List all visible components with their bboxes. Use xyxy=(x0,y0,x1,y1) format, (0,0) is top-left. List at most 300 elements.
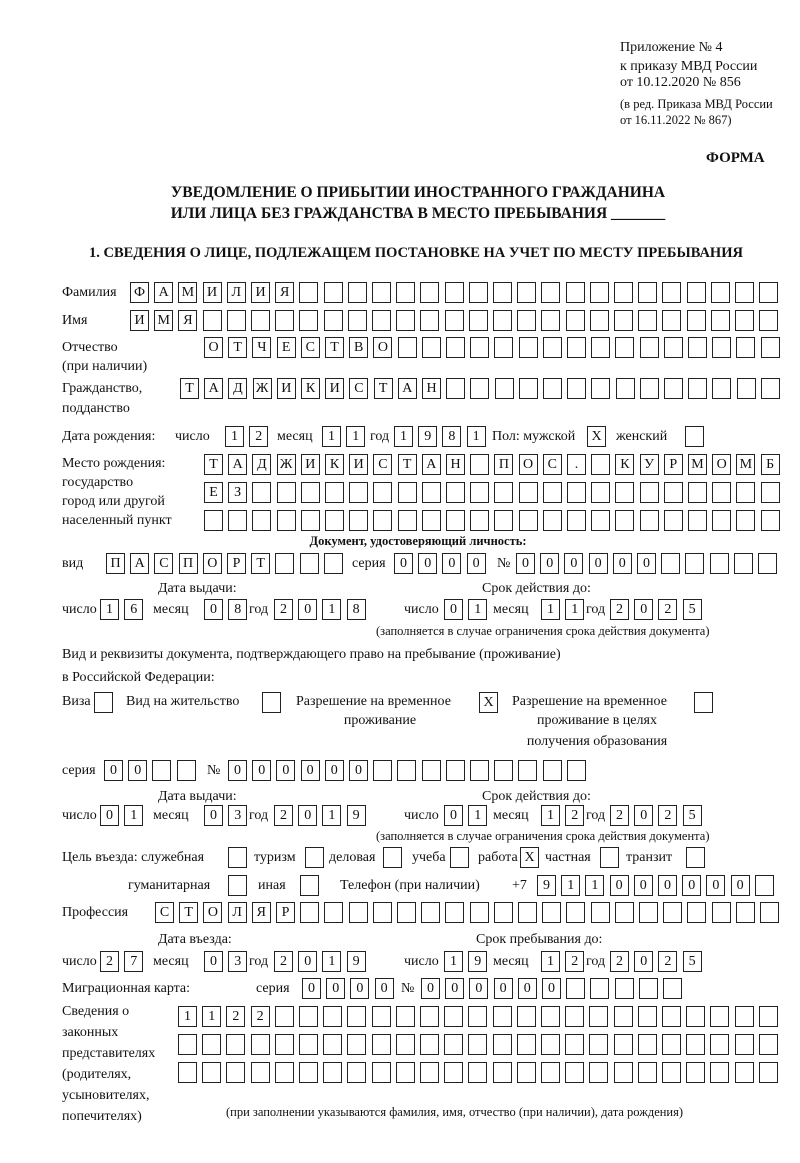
char-box[interactable] xyxy=(421,902,440,923)
char-box[interactable] xyxy=(710,1034,729,1055)
char-box[interactable]: И xyxy=(277,378,296,399)
char-box[interactable] xyxy=(712,510,731,531)
char-box[interactable] xyxy=(541,310,560,331)
char-box[interactable]: Ч xyxy=(252,337,271,358)
char-box[interactable] xyxy=(372,1034,391,1055)
char-box[interactable]: 2 xyxy=(565,805,584,826)
char-box[interactable] xyxy=(565,1034,584,1055)
char-box[interactable]: 2 xyxy=(565,951,584,972)
char-box[interactable]: С xyxy=(543,454,562,475)
char-box[interactable] xyxy=(614,1034,633,1055)
char-box[interactable] xyxy=(761,482,780,503)
char-box[interactable] xyxy=(227,310,246,331)
char-box[interactable]: 9 xyxy=(468,951,487,972)
char-box[interactable] xyxy=(736,510,755,531)
char-box[interactable] xyxy=(710,553,729,574)
char-box[interactable]: С xyxy=(373,454,392,475)
char-box[interactable]: Я xyxy=(178,310,197,331)
char-box[interactable] xyxy=(543,337,562,358)
char-box[interactable] xyxy=(567,760,586,781)
char-box[interactable] xyxy=(640,337,659,358)
char-box[interactable] xyxy=(687,902,706,923)
char-box[interactable] xyxy=(494,902,513,923)
char-box[interactable] xyxy=(251,1034,270,1055)
char-box[interactable] xyxy=(228,510,247,531)
char-box[interactable] xyxy=(686,1006,705,1027)
char-box[interactable]: С xyxy=(155,902,174,923)
char-box[interactable]: 5 xyxy=(683,951,702,972)
char-box[interactable]: 1 xyxy=(394,426,413,447)
char-box[interactable] xyxy=(638,1034,657,1055)
char-box[interactable] xyxy=(662,1034,681,1055)
char-box[interactable] xyxy=(275,1034,294,1055)
char-box[interactable] xyxy=(566,902,585,923)
char-box[interactable]: 0 xyxy=(516,553,535,574)
char-box[interactable] xyxy=(761,378,780,399)
char-box[interactable]: М xyxy=(154,310,173,331)
char-box[interactable] xyxy=(422,337,441,358)
char-box[interactable]: 2 xyxy=(658,951,677,972)
char-box[interactable] xyxy=(396,282,415,303)
char-box[interactable]: М xyxy=(688,454,707,475)
char-box[interactable]: А xyxy=(130,553,149,574)
char-box[interactable] xyxy=(566,978,585,999)
char-box[interactable] xyxy=(324,902,343,923)
char-box[interactable] xyxy=(275,1062,294,1083)
char-box[interactable] xyxy=(615,337,634,358)
char-box[interactable] xyxy=(325,510,344,531)
char-box[interactable] xyxy=(202,1062,221,1083)
char-box[interactable]: Б xyxy=(761,454,780,475)
char-box[interactable]: О xyxy=(203,902,222,923)
char-box[interactable] xyxy=(567,510,586,531)
char-box[interactable]: Т xyxy=(179,902,198,923)
char-box[interactable]: И xyxy=(203,282,222,303)
char-box[interactable] xyxy=(760,902,779,923)
char-box[interactable] xyxy=(518,902,537,923)
char-box[interactable] xyxy=(542,902,561,923)
char-box[interactable] xyxy=(614,1006,633,1027)
char-box[interactable]: 1 xyxy=(322,599,341,620)
char-box[interactable] xyxy=(347,1034,366,1055)
char-box[interactable] xyxy=(347,1062,366,1083)
char-box[interactable] xyxy=(541,1034,560,1055)
char-box[interactable] xyxy=(711,282,730,303)
char-box[interactable] xyxy=(420,310,439,331)
char-box[interactable]: И xyxy=(251,282,270,303)
char-box[interactable]: 0 xyxy=(394,553,413,574)
char-box[interactable] xyxy=(662,1006,681,1027)
char-box[interactable] xyxy=(591,902,610,923)
char-box[interactable]: 0 xyxy=(375,978,394,999)
char-box[interactable] xyxy=(470,378,489,399)
char-box[interactable]: 9 xyxy=(537,875,556,896)
char-box[interactable] xyxy=(202,1034,221,1055)
char-box[interactable]: О xyxy=(519,454,538,475)
char-box[interactable] xyxy=(759,310,778,331)
char-box[interactable] xyxy=(396,1034,415,1055)
char-box[interactable] xyxy=(470,454,489,475)
char-box[interactable] xyxy=(590,978,609,999)
char-box[interactable] xyxy=(663,978,682,999)
char-box[interactable]: С xyxy=(349,378,368,399)
char-box[interactable]: Т xyxy=(251,553,270,574)
char-box[interactable]: 9 xyxy=(347,805,366,826)
char-box[interactable] xyxy=(446,760,465,781)
char-box[interactable] xyxy=(615,978,634,999)
char-box[interactable] xyxy=(372,1006,391,1027)
char-box[interactable]: Н xyxy=(422,378,441,399)
char-box[interactable] xyxy=(710,1062,729,1083)
char-box[interactable] xyxy=(152,760,171,781)
char-box[interactable] xyxy=(761,510,780,531)
char-box[interactable]: М xyxy=(178,282,197,303)
char-box[interactable] xyxy=(397,760,416,781)
char-box[interactable]: 0 xyxy=(610,875,629,896)
char-box[interactable]: М xyxy=(736,454,755,475)
char-box[interactable]: 0 xyxy=(634,875,653,896)
char-box[interactable]: 1 xyxy=(202,1006,221,1027)
char-box[interactable] xyxy=(373,760,392,781)
char-box[interactable] xyxy=(517,1062,536,1083)
char-box[interactable] xyxy=(615,510,634,531)
char-box[interactable]: К xyxy=(301,378,320,399)
char-box[interactable] xyxy=(469,282,488,303)
char-box[interactable] xyxy=(735,1034,754,1055)
char-box[interactable] xyxy=(277,482,296,503)
char-box[interactable] xyxy=(640,510,659,531)
char-box[interactable] xyxy=(228,875,247,896)
char-box[interactable] xyxy=(614,282,633,303)
char-box[interactable] xyxy=(445,902,464,923)
char-box[interactable] xyxy=(663,902,682,923)
char-box[interactable]: . xyxy=(567,454,586,475)
char-box[interactable]: 1 xyxy=(541,599,560,620)
char-box[interactable]: X xyxy=(479,692,498,713)
char-box[interactable]: И xyxy=(325,378,344,399)
char-box[interactable] xyxy=(323,1034,342,1055)
char-box[interactable]: Р xyxy=(276,902,295,923)
char-box[interactable] xyxy=(495,378,514,399)
char-box[interactable]: 0 xyxy=(104,760,123,781)
char-box[interactable]: Е xyxy=(277,337,296,358)
char-box[interactable] xyxy=(567,337,586,358)
char-box[interactable] xyxy=(323,1006,342,1027)
char-box[interactable]: 0 xyxy=(298,805,317,826)
char-box[interactable] xyxy=(759,282,778,303)
char-box[interactable] xyxy=(494,760,513,781)
char-box[interactable] xyxy=(567,378,586,399)
char-box[interactable] xyxy=(300,902,319,923)
char-box[interactable] xyxy=(262,692,281,713)
char-box[interactable] xyxy=(640,482,659,503)
char-box[interactable] xyxy=(639,978,658,999)
char-box[interactable]: П xyxy=(106,553,125,574)
char-box[interactable] xyxy=(493,310,512,331)
char-box[interactable]: А xyxy=(422,454,441,475)
char-box[interactable]: Ф xyxy=(130,282,149,303)
char-box[interactable] xyxy=(686,847,705,868)
char-box[interactable] xyxy=(591,337,610,358)
char-box[interactable] xyxy=(493,1006,512,1027)
char-box[interactable]: 8 xyxy=(442,426,461,447)
char-box[interactable] xyxy=(615,482,634,503)
char-box[interactable] xyxy=(301,510,320,531)
char-box[interactable] xyxy=(347,1006,366,1027)
char-box[interactable] xyxy=(519,337,538,358)
char-box[interactable] xyxy=(493,1062,512,1083)
char-box[interactable] xyxy=(694,692,713,713)
char-box[interactable]: 0 xyxy=(301,760,320,781)
char-box[interactable]: Т xyxy=(374,378,393,399)
char-box[interactable] xyxy=(735,1062,754,1083)
char-box[interactable]: 0 xyxy=(589,553,608,574)
char-box[interactable] xyxy=(396,310,415,331)
char-box[interactable] xyxy=(755,875,774,896)
char-box[interactable] xyxy=(470,482,489,503)
char-box[interactable] xyxy=(252,510,271,531)
char-box[interactable]: 2 xyxy=(610,951,629,972)
char-box[interactable]: Р xyxy=(664,454,683,475)
char-box[interactable] xyxy=(686,1034,705,1055)
char-box[interactable] xyxy=(712,337,731,358)
char-box[interactable] xyxy=(493,282,512,303)
char-box[interactable] xyxy=(662,1062,681,1083)
char-box[interactable]: X xyxy=(520,847,539,868)
char-box[interactable] xyxy=(422,760,441,781)
char-box[interactable]: О xyxy=(204,337,223,358)
char-box[interactable] xyxy=(446,378,465,399)
char-box[interactable]: 1 xyxy=(322,426,341,447)
char-box[interactable] xyxy=(469,310,488,331)
char-box[interactable]: 1 xyxy=(541,805,560,826)
char-box[interactable]: 2 xyxy=(274,599,293,620)
char-box[interactable]: 1 xyxy=(561,875,580,896)
char-box[interactable] xyxy=(420,1006,439,1027)
char-box[interactable] xyxy=(541,1062,560,1083)
char-box[interactable] xyxy=(372,1062,391,1083)
char-box[interactable] xyxy=(324,310,343,331)
char-box[interactable] xyxy=(638,282,657,303)
char-box[interactable] xyxy=(373,482,392,503)
char-box[interactable] xyxy=(687,282,706,303)
char-box[interactable] xyxy=(349,510,368,531)
char-box[interactable] xyxy=(565,1062,584,1083)
char-box[interactable]: 0 xyxy=(634,805,653,826)
char-box[interactable] xyxy=(445,310,464,331)
char-box[interactable] xyxy=(178,1062,197,1083)
char-box[interactable] xyxy=(600,847,619,868)
char-box[interactable] xyxy=(450,847,469,868)
char-box[interactable]: 0 xyxy=(634,951,653,972)
char-box[interactable]: О xyxy=(712,454,731,475)
char-box[interactable] xyxy=(735,282,754,303)
char-box[interactable] xyxy=(688,510,707,531)
char-box[interactable] xyxy=(299,282,318,303)
char-box[interactable]: Е xyxy=(204,482,223,503)
char-box[interactable] xyxy=(468,1034,487,1055)
char-box[interactable] xyxy=(275,553,294,574)
char-box[interactable]: 2 xyxy=(658,599,677,620)
char-box[interactable]: 0 xyxy=(276,760,295,781)
char-box[interactable]: 0 xyxy=(302,978,321,999)
char-box[interactable]: 9 xyxy=(418,426,437,447)
char-box[interactable] xyxy=(688,337,707,358)
char-box[interactable]: 0 xyxy=(445,978,464,999)
char-box[interactable] xyxy=(735,310,754,331)
char-box[interactable]: 9 xyxy=(347,951,366,972)
char-box[interactable] xyxy=(372,282,391,303)
char-box[interactable] xyxy=(759,1034,778,1055)
char-box[interactable] xyxy=(517,310,536,331)
char-box[interactable]: 0 xyxy=(350,978,369,999)
char-box[interactable] xyxy=(470,902,489,923)
char-box[interactable]: 8 xyxy=(228,599,247,620)
char-box[interactable]: 0 xyxy=(542,978,561,999)
char-box[interactable]: 0 xyxy=(421,978,440,999)
char-box[interactable] xyxy=(736,482,755,503)
char-box[interactable]: 0 xyxy=(706,875,725,896)
char-box[interactable] xyxy=(688,378,707,399)
char-box[interactable]: 0 xyxy=(634,599,653,620)
char-box[interactable]: 0 xyxy=(494,978,513,999)
char-box[interactable]: 0 xyxy=(613,553,632,574)
char-box[interactable] xyxy=(710,1006,729,1027)
char-box[interactable]: 0 xyxy=(204,951,223,972)
char-box[interactable] xyxy=(685,426,704,447)
char-box[interactable] xyxy=(638,1062,657,1083)
char-box[interactable]: 0 xyxy=(349,760,368,781)
char-box[interactable] xyxy=(470,337,489,358)
char-box[interactable] xyxy=(664,482,683,503)
char-box[interactable]: 1 xyxy=(565,599,584,620)
char-box[interactable] xyxy=(565,1006,584,1027)
char-box[interactable] xyxy=(373,902,392,923)
char-box[interactable]: 0 xyxy=(731,875,750,896)
char-box[interactable]: С xyxy=(301,337,320,358)
char-box[interactable] xyxy=(446,510,465,531)
char-box[interactable] xyxy=(639,902,658,923)
char-box[interactable] xyxy=(614,310,633,331)
char-box[interactable] xyxy=(711,310,730,331)
char-box[interactable]: В xyxy=(349,337,368,358)
char-box[interactable] xyxy=(541,1006,560,1027)
char-box[interactable]: 1 xyxy=(322,805,341,826)
char-box[interactable]: 1 xyxy=(467,426,486,447)
char-box[interactable]: А xyxy=(228,454,247,475)
char-box[interactable]: С xyxy=(154,553,173,574)
char-box[interactable] xyxy=(519,378,538,399)
char-box[interactable] xyxy=(638,1006,657,1027)
char-box[interactable]: 1 xyxy=(124,805,143,826)
char-box[interactable]: 2 xyxy=(610,805,629,826)
char-box[interactable] xyxy=(686,1062,705,1083)
char-box[interactable] xyxy=(761,337,780,358)
char-box[interactable]: 0 xyxy=(469,978,488,999)
char-box[interactable] xyxy=(373,510,392,531)
char-box[interactable]: 8 xyxy=(347,599,366,620)
char-box[interactable]: X xyxy=(587,426,606,447)
char-box[interactable] xyxy=(422,482,441,503)
char-box[interactable]: 2 xyxy=(226,1006,245,1027)
char-box[interactable]: 0 xyxy=(252,760,271,781)
char-box[interactable] xyxy=(736,337,755,358)
char-box[interactable] xyxy=(589,1034,608,1055)
char-box[interactable]: 0 xyxy=(204,805,223,826)
char-box[interactable] xyxy=(734,553,753,574)
char-box[interactable] xyxy=(398,482,417,503)
char-box[interactable] xyxy=(178,1034,197,1055)
char-box[interactable]: Ж xyxy=(253,378,272,399)
char-box[interactable] xyxy=(589,1062,608,1083)
char-box[interactable] xyxy=(662,310,681,331)
char-box[interactable]: Т xyxy=(398,454,417,475)
char-box[interactable]: А xyxy=(154,282,173,303)
char-box[interactable]: 1 xyxy=(225,426,244,447)
char-box[interactable] xyxy=(470,510,489,531)
char-box[interactable] xyxy=(325,482,344,503)
char-box[interactable] xyxy=(517,1006,536,1027)
char-box[interactable] xyxy=(543,378,562,399)
char-box[interactable] xyxy=(444,1062,463,1083)
char-box[interactable]: 0 xyxy=(682,875,701,896)
char-box[interactable]: И xyxy=(301,454,320,475)
char-box[interactable] xyxy=(420,282,439,303)
char-box[interactable] xyxy=(275,1006,294,1027)
char-box[interactable] xyxy=(591,454,610,475)
char-box[interactable] xyxy=(299,310,318,331)
char-box[interactable] xyxy=(615,902,634,923)
char-box[interactable]: 3 xyxy=(228,805,247,826)
char-box[interactable]: 1 xyxy=(444,951,463,972)
char-box[interactable] xyxy=(567,482,586,503)
char-box[interactable] xyxy=(445,282,464,303)
char-box[interactable]: 2 xyxy=(274,805,293,826)
char-box[interactable] xyxy=(468,1062,487,1083)
char-box[interactable] xyxy=(396,1062,415,1083)
char-box[interactable]: А xyxy=(204,378,223,399)
char-box[interactable] xyxy=(299,1062,318,1083)
char-box[interactable]: Т xyxy=(180,378,199,399)
char-box[interactable] xyxy=(444,1034,463,1055)
char-box[interactable]: 1 xyxy=(346,426,365,447)
char-box[interactable]: 0 xyxy=(326,978,345,999)
char-box[interactable] xyxy=(348,282,367,303)
char-box[interactable] xyxy=(688,482,707,503)
char-box[interactable]: И xyxy=(349,454,368,475)
char-box[interactable] xyxy=(323,1062,342,1083)
char-box[interactable]: 2 xyxy=(274,951,293,972)
char-box[interactable] xyxy=(301,482,320,503)
char-box[interactable] xyxy=(177,760,196,781)
char-box[interactable]: У xyxy=(640,454,659,475)
char-box[interactable] xyxy=(661,553,680,574)
char-box[interactable]: 0 xyxy=(418,553,437,574)
char-box[interactable]: 2 xyxy=(249,426,268,447)
char-box[interactable] xyxy=(420,1034,439,1055)
char-box[interactable]: 0 xyxy=(298,599,317,620)
char-box[interactable]: Л xyxy=(228,902,247,923)
char-box[interactable] xyxy=(736,902,755,923)
char-box[interactable]: 2 xyxy=(251,1006,270,1027)
char-box[interactable] xyxy=(396,1006,415,1027)
char-box[interactable]: Л xyxy=(227,282,246,303)
char-box[interactable] xyxy=(444,1006,463,1027)
char-box[interactable] xyxy=(591,482,610,503)
char-box[interactable] xyxy=(494,337,513,358)
char-box[interactable] xyxy=(228,847,247,868)
char-box[interactable] xyxy=(446,337,465,358)
